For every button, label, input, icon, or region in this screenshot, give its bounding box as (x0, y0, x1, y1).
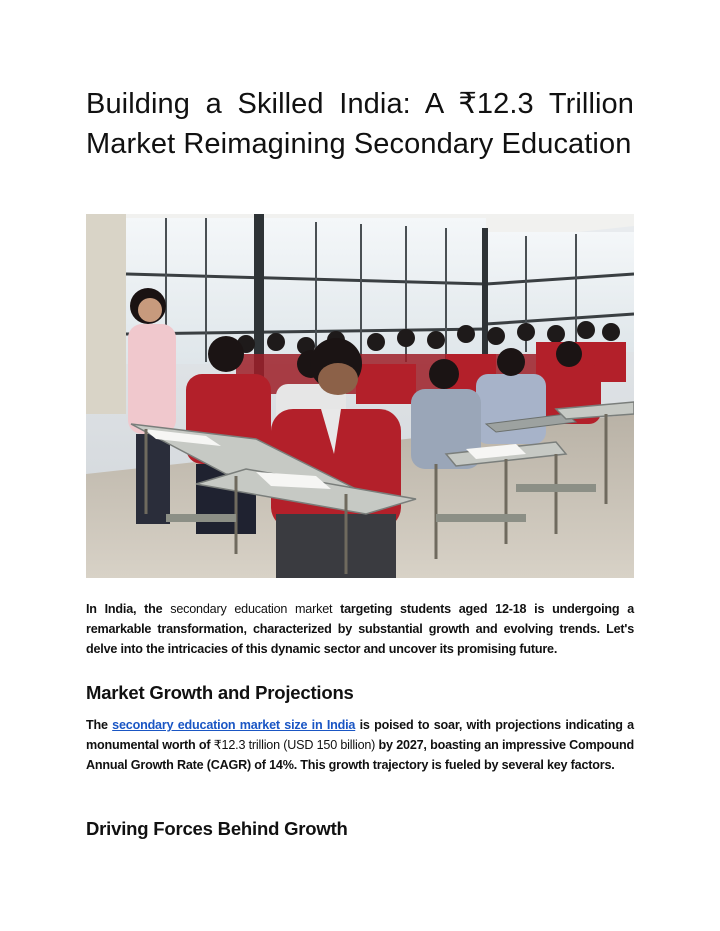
section-heading-market-growth: Market Growth and Projections (86, 682, 354, 703)
intro-part-1: In India, the (86, 602, 171, 616)
hero-image (86, 214, 634, 578)
intro-part-3: targeting students aged 12-18 is undergoing a remarkable transformation, characterized by substantial growth and evolving trends. Let's delve into the intricacies of this dynamic sector and uncover its promising future. (86, 602, 634, 656)
market-text-end: by 2027, boasting an impressive Compound Annual Growth Rate (CAGR) of 14%. This growth trajectory is fueled by several key factors. (86, 738, 634, 772)
market-growth-paragraph (86, 715, 634, 775)
market-text-middle: is poised to soar, with projections indicating a monumental worth of (86, 718, 634, 752)
section-heading-driving-forces: Driving Forces Behind Growth (86, 818, 348, 839)
classroom-photo (86, 214, 634, 578)
intro-highlight: secondary education market (170, 602, 333, 616)
market-text-start: The (86, 718, 113, 732)
market-value: ₹12.3 trillion (USD 150 billion) (213, 738, 376, 752)
market-size-link[interactable]: secondary education market size in India (112, 718, 356, 732)
intro-paragraph (86, 599, 634, 659)
article-title: Building a Skilled India: A ₹12.3 Trillion Market Reimagining Secondary Education (86, 88, 634, 160)
